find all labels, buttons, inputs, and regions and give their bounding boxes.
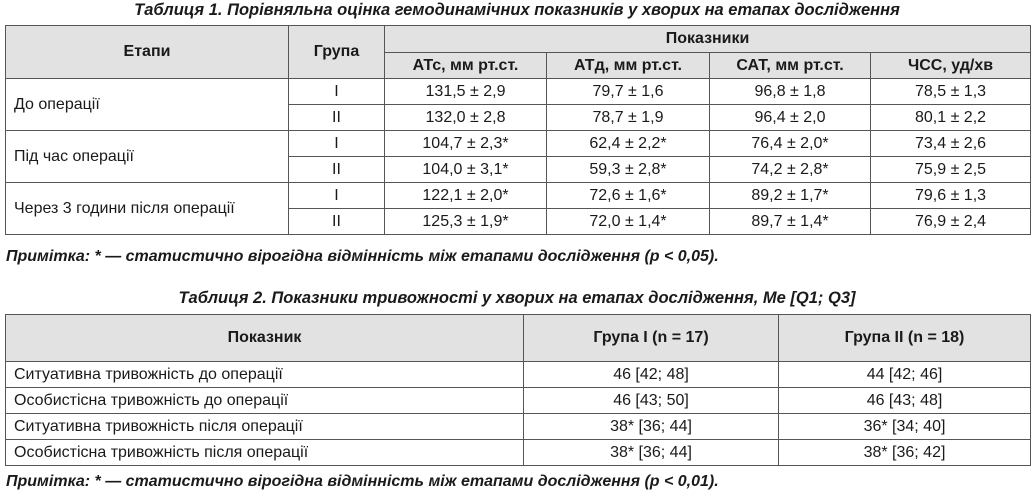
header-group1: Група I (n = 17)	[524, 315, 779, 362]
indicator-cell: Ситуативна тривожність після операції	[6, 414, 524, 440]
value-cell: 76,9 ± 2,4	[871, 209, 1031, 235]
table2-note: Примітка: * — статистично вірогідна відмінність між етапами дослідження (р < 0,01).	[6, 473, 719, 490]
value-cell: 89,2 ± 1,7*	[710, 183, 871, 209]
value-cell: 122,1 ± 2,0*	[385, 183, 547, 209]
group1-cell: 46 [42; 48]	[524, 362, 779, 388]
header-indicators: Показники	[385, 26, 1031, 53]
value-cell: 79,6 ± 1,3	[871, 183, 1031, 209]
value-cell: 74,2 ± 2,8*	[710, 157, 871, 183]
indicator-cell: Особистісна тривожність до операції	[6, 388, 524, 414]
group2-cell: 36* [34; 40]	[779, 414, 1031, 440]
value-cell: 78,7 ± 1,9	[547, 105, 710, 131]
stage-cell: Під час операції	[6, 131, 289, 183]
header-ats: АТс, мм рт.ст.	[385, 53, 547, 79]
value-cell: 104,0 ± 3,1*	[385, 157, 547, 183]
value-cell: 62,4 ± 2,2*	[547, 131, 710, 157]
group2-cell: 44 [42; 46]	[779, 362, 1031, 388]
value-cell: 75,9 ± 2,5	[871, 157, 1031, 183]
value-cell: 76,4 ± 2,0*	[710, 131, 871, 157]
header-stages: Етапи	[6, 26, 289, 79]
table-row	[6, 388, 1031, 414]
header-indicator: Показник	[6, 315, 524, 362]
header-sat: САТ, мм рт.ст.	[710, 53, 871, 79]
value-cell: 73,4 ± 2,6	[871, 131, 1031, 157]
table-row	[6, 414, 1031, 440]
indicator-cell: Ситуативна тривожність до операції	[6, 362, 524, 388]
table2-caption: Таблиця 2. Показники тривожності у хворих на етапах дослідження, Me [Q1; Q3]	[178, 289, 856, 307]
header-group: Група	[289, 26, 385, 79]
group-cell: I	[289, 183, 385, 209]
value-cell: 78,5 ± 1,3	[871, 79, 1031, 105]
group-cell: I	[289, 131, 385, 157]
group1-cell: 46 [43; 50]	[524, 388, 779, 414]
group-cell: II	[289, 209, 385, 235]
table-row	[6, 79, 1031, 105]
group2-cell: 38* [36; 42]	[779, 440, 1031, 466]
group1-cell: 38* [36; 44]	[524, 440, 779, 466]
value-cell: 72,0 ± 1,4*	[547, 209, 710, 235]
value-cell: 96,4 ± 2,0	[710, 105, 871, 131]
value-cell: 72,6 ± 1,6*	[547, 183, 710, 209]
table-row	[6, 183, 1031, 209]
group2-cell: 46 [43; 48]	[779, 388, 1031, 414]
group-cell: II	[289, 105, 385, 131]
value-cell: 80,1 ± 2,2	[871, 105, 1031, 131]
value-cell: 59,3 ± 2,8*	[547, 157, 710, 183]
header-atd: АТд, мм рт.ст.	[547, 53, 710, 79]
header-hr: ЧСС, уд/хв	[871, 53, 1031, 79]
table-row	[6, 131, 1031, 157]
hemodynamics-table	[5, 25, 1031, 235]
stage-cell: Через 3 години після операції	[6, 183, 289, 235]
group-cell: I	[289, 79, 385, 105]
group1-cell: 38* [36; 44]	[524, 414, 779, 440]
indicator-cell: Особистісна тривожність після операції	[6, 440, 524, 466]
value-cell: 132,0 ± 2,8	[385, 105, 547, 131]
value-cell: 104,7 ± 2,3*	[385, 131, 547, 157]
table1-caption: Таблиця 1. Порівняльна оцінка гемодинамічних показників у хворих на етапах дослідження	[134, 1, 900, 19]
value-cell: 79,7 ± 1,6	[547, 79, 710, 105]
stage-cell: До операції	[6, 79, 289, 131]
header-group2: Група II (n = 18)	[779, 315, 1031, 362]
table1-note: Примітка: * — статистично вірогідна відмінність між етапами дослідження (р < 0,05).	[6, 248, 719, 265]
value-cell: 96,8 ± 1,8	[710, 79, 871, 105]
group-cell: II	[289, 157, 385, 183]
anxiety-table	[5, 314, 1031, 466]
value-cell: 89,7 ± 1,4*	[710, 209, 871, 235]
value-cell: 125,3 ± 1,9*	[385, 209, 547, 235]
table-row	[6, 362, 1031, 388]
value-cell: 131,5 ± 2,9	[385, 79, 547, 105]
table-row	[6, 440, 1031, 466]
